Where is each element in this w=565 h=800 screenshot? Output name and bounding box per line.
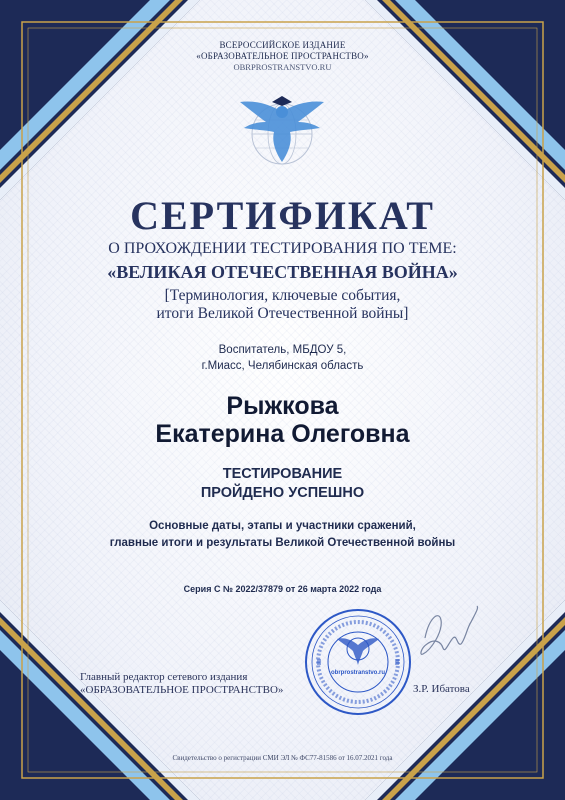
editor-title: Главный редактор сетевого издания <box>80 671 248 683</box>
issuer-website: OBRPROSTRANSTVO.RU <box>233 62 332 72</box>
round-seal-icon <box>303 607 413 717</box>
recipient-position: Воспитатель, МБДОУ 5, <box>218 344 347 356</box>
topic-detail-line: итоги Великой Отечественной войны] <box>156 305 409 322</box>
stamp-website: obrprostranstvo.ru <box>330 670 385 676</box>
topic-detail-line: [Терминология, ключевые события, <box>164 287 401 304</box>
skills-line: главные итоги и результаты Великой Отечественной войны <box>109 537 456 549</box>
editor-organization: «ОБРАЗОВАТЕЛЬНОЕ ПРОСТРАНСТВО» <box>80 684 284 696</box>
result-status: ПРОЙДЕНО УСПЕШНО <box>200 485 365 501</box>
signer-name: З.Р. Ибатова <box>413 683 470 695</box>
globe-eagle-icon <box>232 82 332 176</box>
recipient-location: г.Миасс, Челябинская область <box>201 360 364 372</box>
result-status: ТЕСТИРОВАНИЕ <box>222 466 343 482</box>
certificate-title: СЕРТИФИКАТ <box>130 193 435 238</box>
issuer-title: ВСЕРОССИЙСКОЕ ИЗДАНИЕ <box>219 40 346 50</box>
handwritten-signature <box>405 598 485 668</box>
registration-note: Свидетельство о регистрации СМИ ЭЛ № ФС77-81586 от 16.07.2021 года <box>172 754 393 762</box>
serial-number: Серия С № 2022/37879 от 26 марта 2022 года <box>183 584 382 594</box>
test-topic: «ВЕЛИКАЯ ОТЕЧЕСТВЕННАЯ ВОЙНА» <box>107 262 458 282</box>
issuer-name: «ОБРАЗОВАТЕЛЬНОЕ ПРОСТРАНСТВО» <box>196 51 369 61</box>
recipient-surname: Рыжкова <box>226 392 339 420</box>
skills-line: Основные даты, этапы и участники сражений, <box>149 520 416 532</box>
recipient-given-names: Екатерина Олеговна <box>155 420 410 448</box>
certificate-subtitle: О ПРОХОЖДЕНИИ ТЕСТИРОВАНИЯ ПО ТЕМЕ: <box>108 240 457 257</box>
